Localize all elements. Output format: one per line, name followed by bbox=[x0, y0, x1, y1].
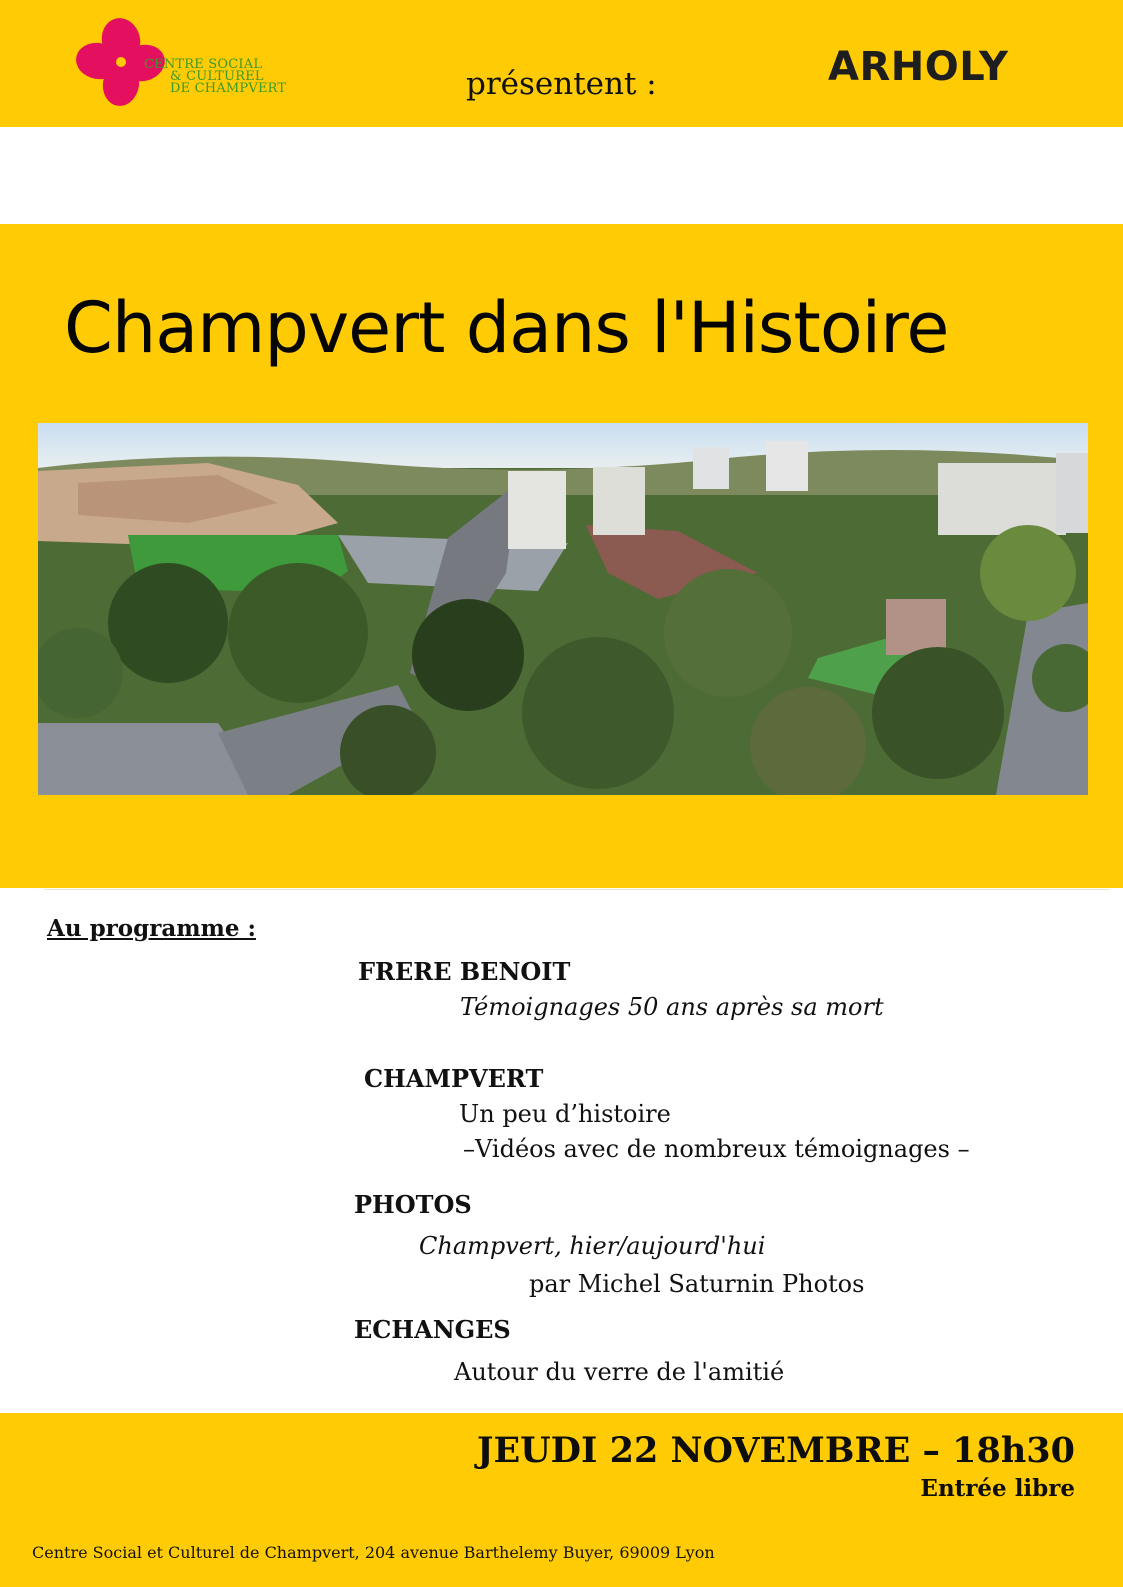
program-heading-champvert: CHAMPVERT bbox=[364, 1064, 544, 1093]
program-line-verre-amitie: Autour du verre de l'amitié bbox=[454, 1358, 785, 1386]
program-line-temoignages: Témoignages 50 ans après sa mort bbox=[460, 993, 884, 1021]
program-line-histoire: Un peu d’histoire bbox=[459, 1100, 671, 1128]
program-heading-echanges: ECHANGES bbox=[354, 1315, 511, 1344]
centre-social-logo bbox=[76, 18, 306, 108]
logo-text-line-1: CENTRE SOCIAL bbox=[144, 57, 263, 72]
program-line-videos: –Vidéos avec de nombreux témoignages – bbox=[463, 1135, 970, 1163]
program-heading-photos: PHOTOS bbox=[354, 1190, 472, 1219]
partner-name: ARHOLY bbox=[828, 44, 1009, 90]
program-line-photographer: par Michel Saturnin Photos bbox=[529, 1270, 865, 1298]
program-heading-frere-benoit: FRERE BENOIT bbox=[358, 957, 571, 986]
logo-text-line-2: & CULTUREL bbox=[170, 69, 264, 84]
divider-line bbox=[44, 889, 1110, 890]
panorama-photo bbox=[38, 423, 1088, 795]
program-line-hier-aujourdhui: Champvert, hier/aujourd'hui bbox=[419, 1232, 766, 1260]
entry-info: Entrée libre bbox=[920, 1475, 1075, 1502]
event-date-time: JEUDI 22 NOVEMBRE – 18h30 bbox=[476, 1430, 1075, 1471]
program-label: Au programme : bbox=[47, 915, 257, 942]
logo-text-line-3: DE CHAMPVERT bbox=[170, 81, 287, 96]
presenting-text: présentent : bbox=[466, 66, 657, 102]
poster-title: Champvert dans l'Histoire bbox=[64, 287, 949, 369]
footer-address: Centre Social et Culturel de Champvert, 204 avenue Barthelemy Buyer, 69009 Lyon bbox=[32, 1543, 715, 1562]
